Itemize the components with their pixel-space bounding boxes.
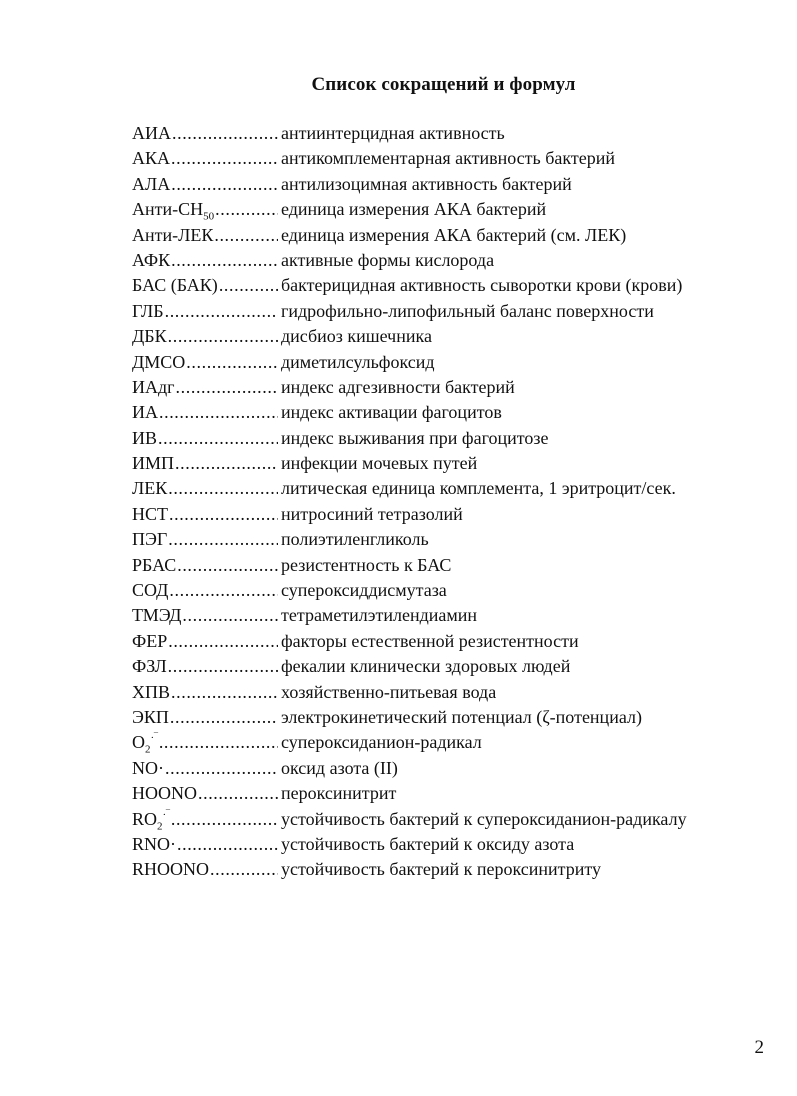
list-item bbox=[132, 248, 732, 273]
list-item bbox=[132, 121, 732, 146]
abbreviation: $O_2^{\cdot‾}$ bbox=[132, 732, 158, 756]
abbreviation-definition: антиинтерцидная активность bbox=[281, 123, 505, 143]
abbreviation: HOONO bbox=[132, 783, 197, 804]
dot-leader bbox=[176, 832, 278, 857]
abbreviation: ЛЕК bbox=[132, 478, 168, 499]
abbreviation-definition: активные формы кислорода bbox=[281, 249, 495, 270]
list-item bbox=[132, 426, 732, 451]
list-item bbox=[132, 857, 732, 882]
dot-leader bbox=[170, 172, 278, 197]
abbreviation-term bbox=[132, 426, 278, 451]
abbreviation-list bbox=[132, 121, 732, 883]
page-title: Список сокращений и формул bbox=[311, 74, 576, 95]
abbreviation-definition: единица измерения АКА бактерий (см. ЛЕК) bbox=[281, 224, 627, 245]
subscript: 2 bbox=[157, 820, 163, 832]
abbreviation-term bbox=[132, 527, 278, 552]
abbreviation: СОД bbox=[132, 580, 169, 601]
abbreviation-definition: электрокинетический потенциал (ζ-потенциал) bbox=[281, 706, 642, 727]
abbreviation-term bbox=[132, 781, 278, 806]
abbreviation-term bbox=[132, 299, 278, 324]
abbreviation: ДМСО bbox=[132, 351, 186, 372]
dot-leader bbox=[158, 400, 278, 425]
list-item bbox=[132, 705, 732, 730]
abbreviation: Анти-ЛЕК bbox=[132, 224, 214, 245]
abbreviation: ХПВ bbox=[132, 681, 171, 702]
abbreviation-term bbox=[132, 705, 278, 730]
abbreviation-term bbox=[132, 603, 278, 628]
abbreviation-definition: супероксиданион-радикал bbox=[281, 732, 482, 753]
abbreviation-term bbox=[132, 756, 278, 781]
subscript: 50 bbox=[203, 210, 215, 223]
abbreviation: НСТ bbox=[132, 503, 168, 524]
list-item bbox=[132, 273, 732, 298]
abbreviation-definition: факторы естественной резистентности bbox=[281, 630, 579, 651]
dot-leader bbox=[164, 756, 278, 781]
abbreviation-definition: индекс выживания при фагоцитозе bbox=[281, 427, 549, 448]
abbreviation-definition: литическая единица комплемента, 1 эритроцит/сек. bbox=[281, 478, 676, 499]
abbreviation-term bbox=[132, 172, 278, 197]
abbreviation-definition: резистентность к БАС bbox=[281, 554, 452, 575]
list-item bbox=[132, 476, 732, 501]
dot-leader bbox=[170, 146, 278, 171]
abbreviation-definition: индекс адгезивности бактерий bbox=[281, 376, 515, 397]
superscript: ·‾ bbox=[162, 808, 170, 821]
abbreviation-term bbox=[132, 654, 278, 679]
dot-leader bbox=[167, 476, 278, 501]
abbreviation: ФЗЛ bbox=[132, 656, 167, 677]
dot-leader bbox=[174, 451, 278, 476]
abbreviation-term bbox=[132, 121, 278, 146]
abbreviation: RNO· bbox=[132, 833, 176, 854]
dot-leader bbox=[170, 248, 278, 273]
abbreviation: ИВ bbox=[132, 427, 158, 448]
dot-leader bbox=[213, 223, 278, 248]
dot-leader bbox=[185, 350, 278, 375]
superscript: ·‾ bbox=[150, 732, 158, 745]
abbreviation-term bbox=[132, 451, 278, 476]
list-item bbox=[132, 807, 732, 832]
list-item bbox=[132, 375, 732, 400]
dot-leader bbox=[218, 273, 278, 298]
abbreviation-term bbox=[132, 375, 278, 400]
list-item bbox=[132, 832, 732, 857]
abbreviation-term bbox=[132, 350, 278, 375]
abbreviation-term bbox=[132, 146, 278, 171]
list-item bbox=[132, 680, 732, 705]
dot-leader bbox=[164, 299, 278, 324]
abbreviation-definition: гидрофильно-липофильный баланс поверхности bbox=[281, 300, 654, 321]
dot-leader bbox=[168, 578, 278, 603]
abbreviation-term bbox=[132, 400, 278, 425]
dot-leader bbox=[167, 629, 278, 654]
list-item bbox=[132, 654, 732, 679]
abbreviation: NO· bbox=[132, 757, 164, 778]
abbreviation: RHOONO bbox=[132, 859, 210, 880]
abbreviation: $RO_2^{\cdot‾}$ bbox=[132, 808, 170, 832]
abbreviation: АЛА bbox=[132, 173, 171, 194]
list-item bbox=[132, 350, 732, 375]
list-item bbox=[132, 197, 732, 222]
list-item bbox=[132, 299, 732, 324]
abbreviation-term bbox=[132, 197, 278, 222]
subscript: 2 bbox=[145, 743, 151, 756]
list-item bbox=[132, 223, 732, 248]
dot-leader bbox=[209, 857, 278, 882]
abbreviation-definition: бактерицидная активность сыворотки крови (крови) bbox=[281, 275, 683, 296]
list-item bbox=[132, 553, 732, 578]
dot-leader bbox=[167, 654, 278, 679]
abbreviation-definition: супероксиддисмутаза bbox=[281, 580, 447, 601]
list-item bbox=[132, 527, 732, 552]
abbreviation: ТМЭД bbox=[132, 605, 182, 626]
dot-leader bbox=[170, 807, 278, 832]
abbreviation-definition: единица измерения АКА бактерий bbox=[281, 199, 547, 220]
abbreviation: ИА bbox=[132, 402, 158, 423]
list-item bbox=[132, 629, 732, 654]
abbreviation: ГЛБ bbox=[132, 300, 164, 321]
abbreviation-definition: устойчивость бактерий к оксиду азота bbox=[281, 833, 575, 854]
dot-leader bbox=[167, 324, 278, 349]
abbreviation: ЭКП bbox=[132, 706, 169, 727]
abbreviation: ПЭГ bbox=[132, 529, 168, 550]
dot-leader bbox=[197, 781, 278, 806]
abbreviation-definition: антикомплементарная активность бактерий bbox=[281, 148, 616, 169]
abbreviation-definition: антилизоцимная активность бактерий bbox=[281, 173, 572, 194]
dot-leader bbox=[167, 527, 278, 552]
list-item bbox=[132, 756, 732, 781]
abbreviation-definition: устойчивость бактерий к супероксиданион-радикалу bbox=[281, 808, 687, 829]
list-item bbox=[132, 730, 732, 755]
abbreviation-definition: хозяйственно-питьевая вода bbox=[281, 681, 497, 702]
list-item bbox=[132, 603, 732, 628]
abbreviation-term bbox=[132, 807, 278, 832]
dot-leader bbox=[175, 375, 278, 400]
abbreviation-definition: тетраметилэтилендиамин bbox=[281, 605, 478, 626]
dot-leader bbox=[181, 603, 278, 628]
list-item bbox=[132, 451, 732, 476]
abbreviation-term bbox=[132, 223, 278, 248]
abbreviation: АКА bbox=[132, 148, 171, 169]
abbreviation-term bbox=[132, 832, 278, 857]
dot-leader bbox=[170, 680, 278, 705]
abbreviation-definition: оксид азота (II) bbox=[281, 757, 398, 778]
abbreviation-definition: индекс активации фагоцитов bbox=[281, 402, 502, 423]
abbreviation-term bbox=[132, 857, 278, 882]
list-item bbox=[132, 324, 732, 349]
abbreviation-term bbox=[132, 553, 278, 578]
abbreviation: ИМП bbox=[132, 453, 175, 474]
abbreviation-definition: инфекции мочевых путей bbox=[281, 453, 478, 474]
abbreviation-definition: нитросиний тетразолий bbox=[281, 503, 463, 524]
dot-leader bbox=[214, 197, 278, 222]
list-item bbox=[132, 578, 732, 603]
list-item bbox=[132, 146, 732, 171]
dot-leader bbox=[171, 121, 278, 146]
abbreviation: Анти-$CH_{50}$ bbox=[132, 199, 215, 223]
dot-leader bbox=[169, 705, 278, 730]
abbreviation-definition: пероксинитрит bbox=[281, 783, 397, 804]
list-item bbox=[132, 502, 732, 527]
abbreviation: БАС (БАК) bbox=[132, 275, 218, 296]
abbreviation-definition: полиэтиленгликоль bbox=[281, 529, 429, 550]
abbreviation-term bbox=[132, 273, 278, 298]
abbreviation-definition: фекалии клинически здоровых людей bbox=[281, 656, 571, 677]
abbreviation-term bbox=[132, 629, 278, 654]
abbreviation-definition: диметилсульфоксид bbox=[281, 351, 435, 372]
abbreviation-term bbox=[132, 248, 278, 273]
dot-leader bbox=[157, 426, 278, 451]
abbreviation-term bbox=[132, 502, 278, 527]
abbreviation-term bbox=[132, 578, 278, 603]
abbreviation: АФК bbox=[132, 249, 171, 270]
dot-leader bbox=[176, 553, 278, 578]
abbreviation-definition: устойчивость бактерий к пероксинитриту bbox=[281, 859, 602, 880]
abbreviation: РБАС bbox=[132, 554, 177, 575]
abbreviation: ИАдг bbox=[132, 376, 175, 397]
abbreviation-term bbox=[132, 324, 278, 349]
list-item bbox=[132, 172, 732, 197]
abbreviation: АИА bbox=[132, 123, 171, 143]
list-item bbox=[132, 781, 732, 806]
abbreviation: ДБК bbox=[132, 326, 167, 347]
dot-leader bbox=[168, 502, 278, 527]
abbreviation-term bbox=[132, 476, 278, 501]
page-number: 2 bbox=[754, 1037, 764, 1058]
abbreviation-term bbox=[132, 680, 278, 705]
list-item bbox=[132, 400, 732, 425]
abbreviation: ФЕР bbox=[132, 630, 168, 651]
abbreviation-term bbox=[132, 730, 278, 755]
dot-leader bbox=[158, 730, 278, 755]
abbreviation-definition: дисбиоз кишечника bbox=[281, 326, 432, 347]
